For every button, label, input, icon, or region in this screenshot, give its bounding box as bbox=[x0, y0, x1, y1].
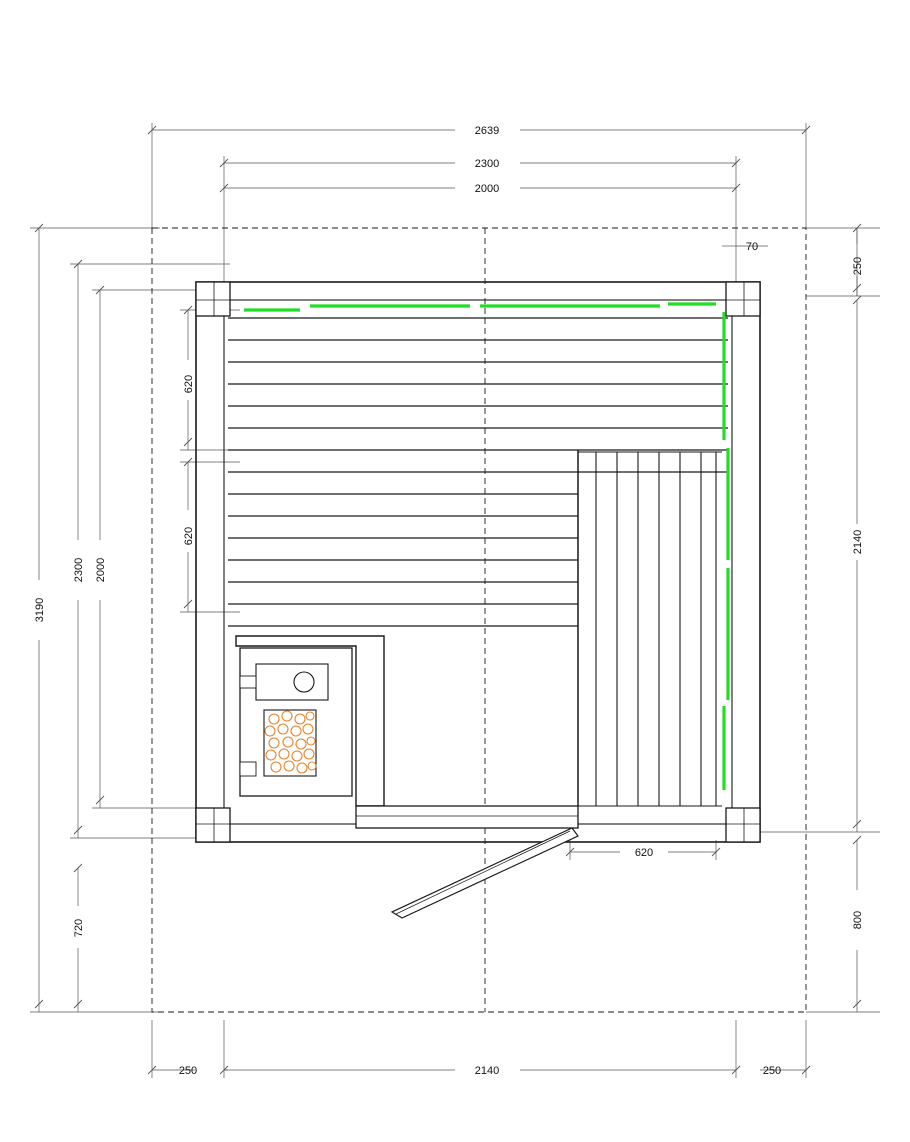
sauna-door bbox=[356, 806, 578, 918]
upper-bench bbox=[228, 318, 728, 450]
site-boundary bbox=[152, 228, 806, 1012]
dimension-ticks bbox=[35, 126, 861, 1074]
dim-top-right-small: 70 bbox=[745, 241, 759, 253]
dimension-lines bbox=[30, 123, 880, 1078]
dim-bottom-left: 250 bbox=[178, 1065, 198, 1077]
dim-right-bottom: 800 bbox=[852, 910, 864, 930]
dim-bench-upper: 620 bbox=[183, 374, 195, 394]
wall-panel-slats bbox=[578, 452, 722, 806]
dim-bottom-center: 2140 bbox=[474, 1065, 500, 1077]
dim-left-outer: 3190 bbox=[34, 597, 46, 623]
dim-left-inner: 2000 bbox=[95, 557, 107, 583]
dim-top-mid: 2300 bbox=[474, 158, 500, 170]
dim-right-top: 250 bbox=[852, 256, 864, 276]
dim-top-outer: 2639 bbox=[474, 125, 500, 137]
dim-left-bottom: 720 bbox=[73, 918, 85, 938]
heater-control-panel bbox=[256, 664, 328, 700]
dim-bench-lower: 620 bbox=[183, 526, 195, 546]
dim-top-inner: 2000 bbox=[474, 183, 500, 195]
sauna-heater bbox=[236, 636, 384, 806]
dim-door-leaf: 620 bbox=[634, 847, 654, 859]
dim-left-mid: 2300 bbox=[73, 557, 85, 583]
heater-dial-icon bbox=[294, 672, 314, 692]
dim-right-mid: 2140 bbox=[852, 529, 864, 555]
dim-bottom-right: 250 bbox=[762, 1065, 782, 1077]
